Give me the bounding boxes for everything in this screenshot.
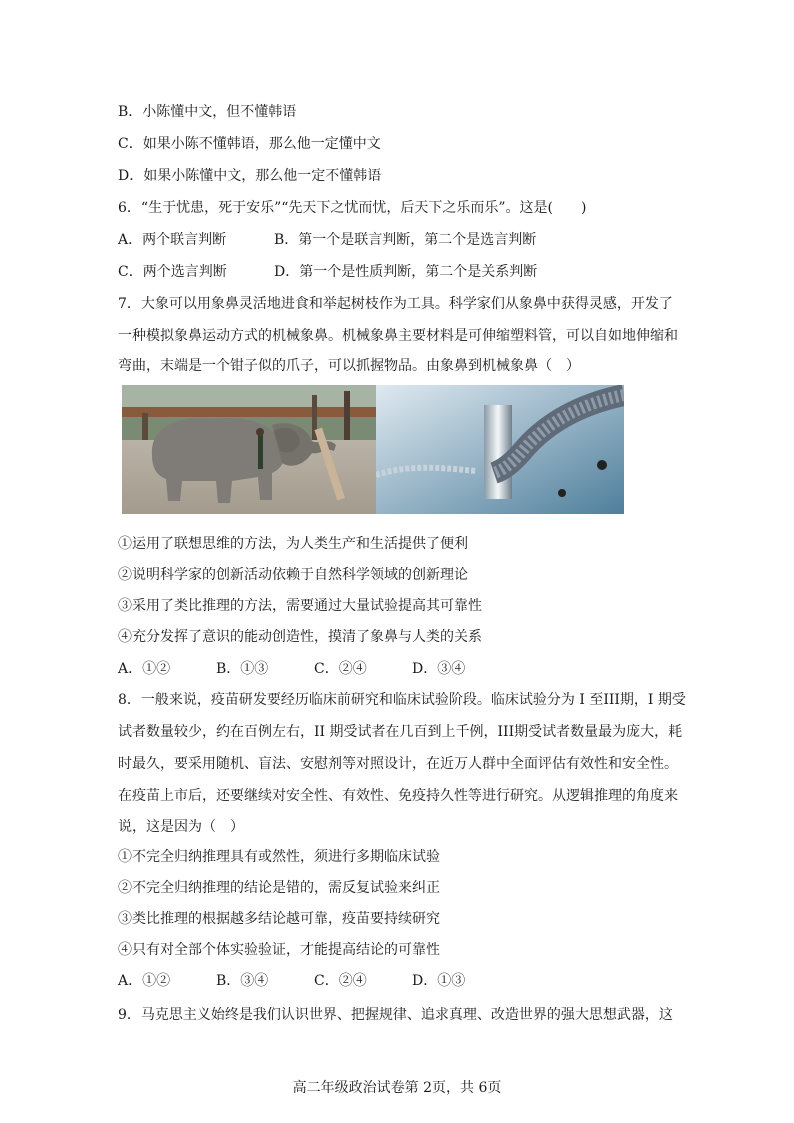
q6-stem: 6．“生于忧患，死于安乐”“先天下之忧而忧，后天下之乐而乐”。这是( ) (118, 200, 587, 216)
q8-statement-3: ③类比推理的根据越多结论越可靠，疫苗要持续研究 (118, 911, 440, 927)
q8-stem-line3: 时最久，要采用随机、盲法、安慰剂等对照设计，在近万人群中全面评估有效性和安全性。 (118, 756, 678, 772)
q8-stem-line2: 试者数量较少，约在百例左右，II 期受试者在几百到上千例，III期受试者数量最为庞大，耗 (118, 724, 683, 740)
q8-statement-1: ①不完全归纳推理具有或然性，须进行多期临床试验 (118, 849, 440, 865)
q5-option-d: D．如果小陈懂中文，那么他一定不懂韩语 (118, 168, 382, 184)
q8-statement-4: ④只有对全部个体实验验证，才能提高结论的可靠性 (118, 942, 440, 958)
q6-option-d: D．第一个是性质判断，第二个是关系判断 (274, 264, 538, 280)
q9-stem-line1: 9．马克思主义始终是我们认识世界、把握规律、追求真理、改造世界的强大思想武器，这 (118, 1007, 673, 1023)
q7-option-b: B．①③ (216, 661, 269, 677)
q7-options (118, 659, 465, 679)
q7-stem-line2: 一种模拟象鼻运动方式的机械象鼻。机械象鼻主要材料是可伸缩塑料管，可以自如地伸缩和 (118, 328, 678, 344)
q8-stem-line5: 说，这是因为（ ） (118, 819, 244, 835)
q8-options (118, 971, 465, 991)
q8-option-b: B．③④ (216, 973, 269, 989)
q8-option-d: D．①③ (412, 973, 466, 989)
q8-stem-line1: 8．一般来说，疫苗研发要经历临床前研究和临床试验阶段。临床试验分为 I 至III期，I 期受 (118, 692, 686, 708)
q8-option-a: A．①② (118, 973, 171, 989)
q7-option-d: D．③④ (412, 661, 466, 677)
q5-option-c: C．如果小陈不懂韩语，那么他一定懂中文 (118, 136, 381, 152)
page-footer: 高二年级政治试卷第 2页，共 6页 (292, 1080, 502, 1096)
q7-statement-2: ②说明科学家的创新活动依赖于自然科学领域的创新理论 (118, 567, 468, 583)
q8-stem-line4: 在疫苗上市后，还要继续对安全性、有效性、免疫持久性等进行研究。从逻辑推理的角度来 (118, 788, 678, 804)
q7-statement-1: ①运用了联想思维的方法，为人类生产和生活提供了便利 (118, 536, 468, 552)
q5-option-b: B．小陈懂中文，但不懂韩语 (118, 104, 297, 120)
q7-photos (122, 385, 624, 514)
q7-stem-line1: 7．大象可以用象鼻灵活地进食和举起树枝作为工具。科学家们从象鼻中获得灵感，开发了 (118, 296, 673, 312)
q6-option-b: B．第一个是联言判断，第二个是选言判断 (274, 232, 537, 248)
q7-stem-line3: 弯曲，末端是一个钳子似的爪子，可以抓握物品。由象鼻到机械象鼻（ ） (118, 358, 580, 374)
q6-option-c: C．两个选言判断 (118, 264, 227, 280)
q7-statement-4: ④充分发挥了意识的能动创造性，摸清了象鼻与人类的关系 (118, 629, 482, 645)
q8-statement-2: ②不完全归纳推理的结论是错的，需反复试验来纠正 (118, 880, 440, 896)
q6-options-row2 (118, 262, 537, 282)
robotic-trunk-photo (376, 385, 624, 514)
q7-option-c: C．②④ (314, 661, 367, 677)
q8-option-c: C．②④ (314, 973, 367, 989)
robotic-trunk-illustration (376, 385, 624, 514)
q7-statement-3: ③采用了类比推理的方法，需要通过大量试验提高其可靠性 (118, 598, 482, 614)
elephant-illustration (122, 385, 376, 514)
q7-option-a: A．①② (118, 661, 171, 677)
q6-option-a: A．两个联言判断 (118, 232, 227, 248)
q6-options-row1 (118, 230, 536, 250)
elephant-photo (122, 385, 376, 514)
